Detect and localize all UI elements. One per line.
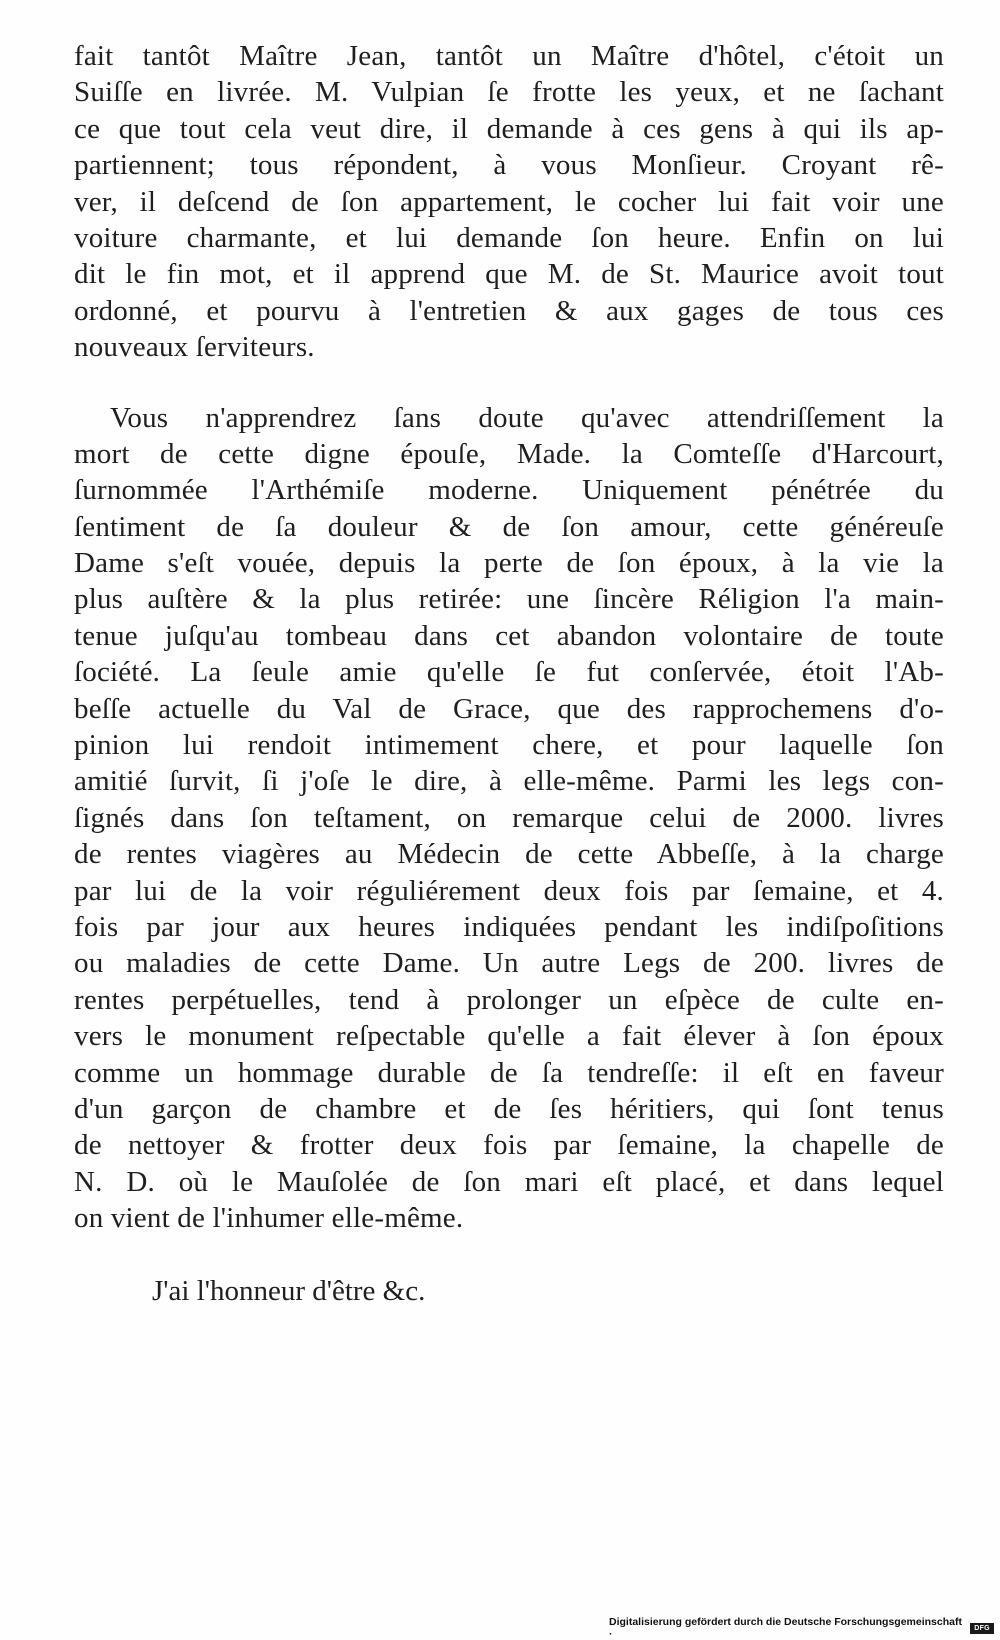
text-line: fait tantôt Maître Jean, tantôt un Maître d'hôtel, c'étoit un [74,40,944,72]
text-line: Vous n'apprendrez ſans doute qu'avec attendriſſement la [110,401,944,434]
text-line: voiture charmante, et lui demande ſon heure. Enfin on lui [74,221,944,254]
text-line: ordonné, et pourvu à l'entretien & aux gages de tous ces [74,294,944,327]
digitization-footer [609,1616,994,1640]
text-line: rentes perpétuelles, tend à prolonger un eſpèce de culte en- [74,983,944,1016]
text-line: on vient de l'inhumer elle-même. [74,1202,464,1235]
text-line: ſignés dans ſon teſtament, on remarque celui de 2000. livres [74,801,944,834]
text-line: ver, il deſcend de ſon appartement, le cocher lui fait voir une [74,185,944,218]
text-line: nouveaux ſerviteurs. [74,331,315,364]
text-line: d'un garçon de chambre et de ſes héritiers, qui ſont tenus [74,1092,944,1125]
footer-credit-text: Digitalisierung gefördert durch die Deutsche Forschungsgemeinschaft · [609,1616,962,1640]
text-line: partiennent; tous répondent, à vous Monſieur. Croyant rê- [74,149,944,182]
text-line: tenue juſqu'au tombeau dans cet abandon volontaire de toute [74,619,944,652]
text-line: de nettoyer & frotter deux fois par ſemaine, la chapelle de [74,1129,944,1162]
text-line: plus auſtère & la plus retirée: une ſincère Réligion l'a main- [74,583,944,616]
body-text [74,38,944,1309]
text-line: N. D. où le Mauſolée de ſon mari eſt placé, et dans lequel [74,1165,944,1198]
text-line: pinion lui rendoit intimement chere, et pour laquelle ſon [74,729,944,762]
text-line: ſurnommée l'Arthémiſe moderne. Uniquement pénétrée du [74,474,944,507]
text-line: dit le fin mot, et il apprend que M. de St. Maurice avoit tout [74,258,944,291]
text-line: de rentes viagères au Médecin de cette Abbeſſe, à la charge [74,838,944,871]
paragraph [74,400,944,1237]
text-line: amitié ſurvit, ſi j'oſe le dire, à elle-même. Parmi les legs con- [74,765,944,798]
text-line: Dame s'eſt vouée, depuis la perte de ſon époux, à la vie la [74,547,944,580]
paragraph [74,38,944,366]
paragraph-gap [74,366,944,400]
text-line: ce que tout cela veut dire, il demande à ces gens à qui ils ap- [74,112,944,145]
text-line: ou maladies de cette Dame. Un autre Legs de 200. livres de [74,947,944,980]
text-line: ſociété. La ſeule amie qu'elle ſe fut conſervée, étoit l'Ab- [74,656,944,689]
text-line: Suiſſe en livrée. M. Vulpian ſe frotte les yeux, et ne ſachant [74,76,944,109]
text-line: par lui de la voir réguliérement deux fois par ſemaine, et 4. [74,874,944,907]
text-line: comme un hommage durable de ſa tendreſſe: il eſt en faveur [74,1056,944,1089]
text-line: ſentiment de ſa douleur & de ſon amour, cette généreuſe [74,510,944,543]
dfg-logo-icon: DFG [970,1623,994,1634]
text-line: beſſe actuelle du Val de Grace, que des rapprochemens d'o- [74,692,944,725]
text-line: vers le monument reſpectable qu'elle a fait élever à ſon époux [74,1020,944,1053]
text-line: mort de cette digne épouſe, Made. la Comteſſe d'Harcourt, [74,437,944,470]
closing-salutation: J'ai l'honneur d'être &c. [152,1274,426,1307]
text-line: fois par jour aux heures indiquées pendant les indiſpoſitions [74,910,944,943]
